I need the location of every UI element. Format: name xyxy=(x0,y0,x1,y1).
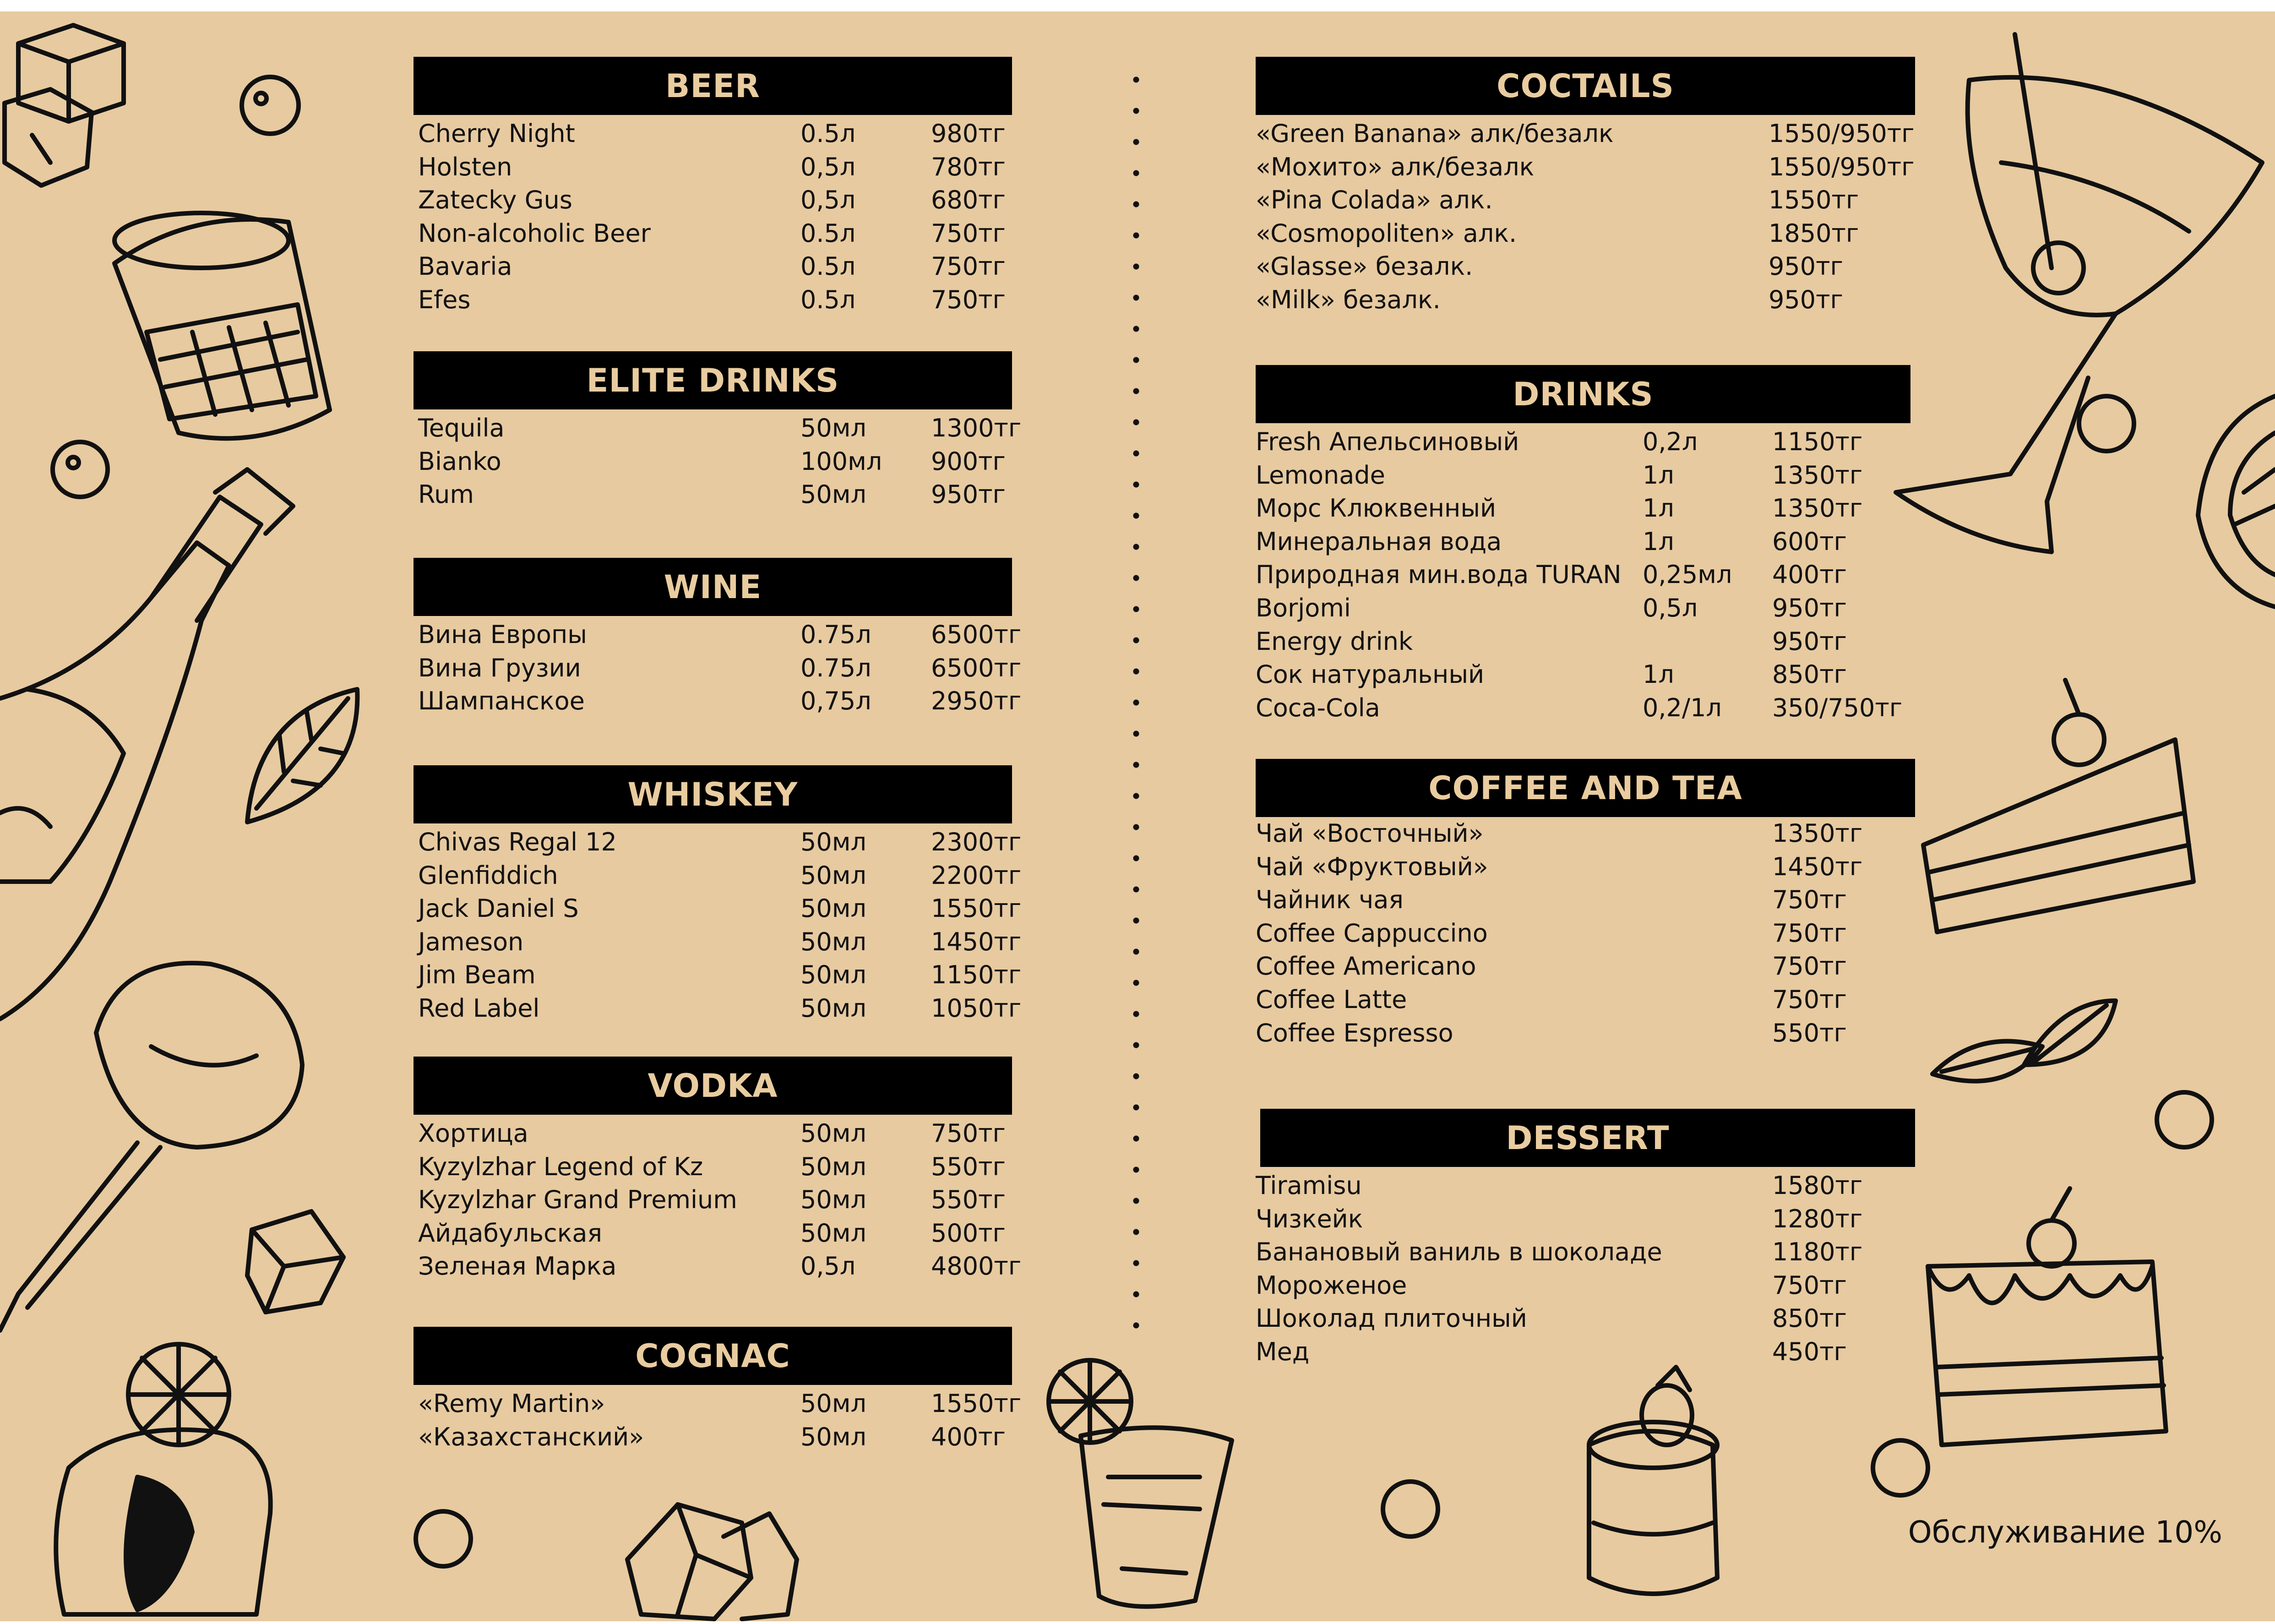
item-name: Айдабульская xyxy=(418,1218,602,1248)
berry-icon xyxy=(2157,1092,2212,1147)
section-beer xyxy=(414,57,1012,317)
item-volume: 100мл xyxy=(800,447,882,476)
item-volume: 0.5л xyxy=(800,252,856,281)
menu-item xyxy=(1256,692,1910,725)
item-price: 950тг xyxy=(1769,285,1843,314)
ice-cube-icon xyxy=(5,25,124,185)
section-drinks xyxy=(1256,365,1910,725)
column-divider xyxy=(1132,64,1140,1351)
item-price: 750тг xyxy=(931,252,1006,281)
item-price: 950тг xyxy=(1772,593,1847,622)
menu-item xyxy=(414,250,1012,283)
section-title: ELITE DRINKS xyxy=(414,351,1012,409)
item-name: Energy drink xyxy=(1256,627,1413,656)
ice-cube-icon xyxy=(627,1504,797,1619)
item-price: 750тг xyxy=(1772,985,1847,1014)
item-volume: 1л xyxy=(1643,460,1674,490)
section-title: DRINKS xyxy=(1256,365,1910,423)
menu-item xyxy=(1256,250,1915,283)
item-price: 1150тг xyxy=(931,960,1022,990)
item-price: 1280тг xyxy=(1772,1204,1863,1233)
item-price: 6500тг xyxy=(931,653,1022,682)
bottle-icon xyxy=(0,469,293,1019)
item-name: Bavaria xyxy=(418,252,512,281)
item-name: Coffee Cappuccino xyxy=(1256,918,1488,948)
item-name: Природная мин.вода TURAN xyxy=(1256,560,1622,589)
item-name: Чайник чая xyxy=(1256,885,1404,915)
section-title: BEER xyxy=(414,57,1012,115)
section-coffee-and-tea xyxy=(1256,759,1915,1050)
menu-item xyxy=(1256,1203,1915,1236)
menu-item xyxy=(1256,459,1910,492)
item-price: 980тг xyxy=(931,119,1006,148)
item-name: Чай «Фруктовый» xyxy=(1256,852,1488,881)
item-volume: 0.5л xyxy=(800,218,856,248)
menu-item xyxy=(414,859,1022,893)
item-price: 1850тг xyxy=(1769,218,1859,248)
berry-icon xyxy=(2079,396,2134,451)
item-price: 1180тг xyxy=(1772,1237,1863,1267)
item-name: «Казахстанский» xyxy=(418,1422,644,1451)
section-vodka xyxy=(414,1057,1022,1283)
leaf-icon xyxy=(247,689,357,822)
item-name: Банановый ваниль в шоколаде xyxy=(1256,1237,1662,1267)
menu-item xyxy=(1256,1169,1915,1203)
item-price: 1350тг xyxy=(1772,460,1863,490)
item-volume: 0,2л xyxy=(1643,427,1698,456)
item-price: 1350тг xyxy=(1772,494,1863,523)
item-price: 1450тг xyxy=(931,927,1022,956)
item-name: Чизкейк xyxy=(1256,1204,1363,1233)
menu-item xyxy=(1256,1236,1915,1269)
item-price: 900тг xyxy=(931,447,1006,476)
item-name: Минеральная вода xyxy=(1256,527,1502,556)
menu-item xyxy=(1256,850,1915,884)
item-price: 1300тг xyxy=(931,414,1022,442)
item-price: 1150тг xyxy=(1772,427,1863,456)
item-price: 950тг xyxy=(931,480,1006,509)
item-name: Jim Beam xyxy=(418,960,536,990)
item-name: Сок натуральный xyxy=(1256,660,1485,689)
service-charge-note: Обслуживание 10% xyxy=(1908,1515,2222,1550)
menu-item xyxy=(1256,151,1915,184)
item-price: 1550тг xyxy=(931,1389,1022,1418)
item-price: 2950тг xyxy=(931,687,1022,716)
item-volume: 0,5л xyxy=(1643,593,1698,622)
section-title: COGNAC xyxy=(414,1327,1012,1385)
section-dessert xyxy=(1256,1109,1915,1369)
item-price: 500тг xyxy=(931,1218,1006,1248)
cake-icon xyxy=(1928,1188,2166,1445)
item-name: Мед xyxy=(1256,1337,1310,1366)
item-price: 1550/950тг xyxy=(1769,152,1915,181)
menu-item xyxy=(1256,917,1915,950)
item-price: 450тг xyxy=(1772,1337,1847,1366)
menu-item xyxy=(414,1421,1012,1454)
item-name: Чай «Восточный» xyxy=(1256,819,1484,848)
item-price: 750тг xyxy=(931,1119,1006,1148)
item-price: 2200тг xyxy=(931,861,1022,890)
item-name: Хортица xyxy=(418,1119,528,1148)
ice-cube-icon xyxy=(247,1211,343,1312)
menu-item xyxy=(1256,658,1910,692)
wine-glass-icon xyxy=(0,963,302,1330)
menu-item xyxy=(414,618,1022,652)
menu-item xyxy=(414,959,1022,992)
item-volume: 0,5л xyxy=(800,152,856,181)
item-price: 750тг xyxy=(1772,952,1847,981)
section-elite-drinks xyxy=(414,351,1022,512)
item-name: Морс Клюквенный xyxy=(1256,494,1497,523)
section-title: COCTAILS xyxy=(1256,57,1915,115)
menu-item xyxy=(1256,184,1915,217)
item-volume: 0.75л xyxy=(800,653,871,682)
menu-item xyxy=(414,1117,1012,1150)
menu-item xyxy=(414,117,1012,151)
item-volume: 50мл xyxy=(800,861,866,890)
item-price: 400тг xyxy=(1772,560,1847,589)
menu-item xyxy=(1256,625,1910,659)
item-price: 850тг xyxy=(1772,1304,1847,1333)
menu-item xyxy=(414,685,1022,718)
item-price: 1450тг xyxy=(1772,852,1863,881)
menu-item xyxy=(1256,1335,1915,1369)
item-name: Fresh Апельсиновый xyxy=(1256,427,1519,456)
item-volume: 0,5л xyxy=(800,1252,856,1281)
item-price: 750тг xyxy=(931,285,1006,314)
item-name: Coca-Cola xyxy=(1256,693,1380,722)
menu-item xyxy=(414,652,1022,685)
item-price: 4800тг xyxy=(931,1252,1022,1281)
item-name: «Cosmopoliten» алк. xyxy=(1256,218,1517,248)
menu-item xyxy=(1256,1269,1915,1302)
item-price: 550тг xyxy=(1772,1018,1847,1047)
section-wine xyxy=(414,558,1022,718)
item-price: 680тг xyxy=(931,185,1006,215)
menu-item xyxy=(414,926,1022,959)
item-name: Rum xyxy=(418,480,474,509)
section-title: VODKA xyxy=(414,1057,1012,1115)
cake-slice-icon xyxy=(1923,680,2193,932)
item-volume: 50мл xyxy=(800,1218,866,1248)
menu-item xyxy=(1256,817,1915,850)
item-price: 1580тг xyxy=(1772,1171,1863,1200)
item-name: Tequila xyxy=(418,414,505,442)
item-price: 750тг xyxy=(1772,885,1847,915)
cup-icon xyxy=(56,1344,270,1614)
menu-item xyxy=(414,1217,1012,1250)
item-volume: 1л xyxy=(1643,494,1674,523)
item-price: 550тг xyxy=(931,1152,1006,1181)
menu-item xyxy=(1256,592,1910,625)
item-name: Шампанское xyxy=(418,687,585,716)
section-title: DESSERT xyxy=(1260,1109,1915,1167)
item-volume: 50мл xyxy=(800,414,866,442)
menu-item xyxy=(1256,425,1910,459)
item-volume: 1л xyxy=(1643,527,1674,556)
item-name: Glenfiddich xyxy=(418,861,558,890)
item-volume: 50мл xyxy=(800,894,866,923)
menu-item xyxy=(414,283,1012,317)
item-name: Red Label xyxy=(418,993,540,1023)
menu-item xyxy=(1256,883,1915,917)
menu-item xyxy=(1256,283,1915,317)
item-price: 550тг xyxy=(931,1185,1006,1215)
item-price: 1550тг xyxy=(931,894,1022,923)
item-name: Bianko xyxy=(418,447,501,476)
item-name: Jameson xyxy=(418,927,524,956)
item-name: Cherry Night xyxy=(418,119,575,148)
item-name: «Glasse» безалк. xyxy=(1256,252,1473,281)
menu-item xyxy=(414,826,1022,859)
item-name: Kyzylzhar Grand Premium xyxy=(418,1185,737,1215)
section-title: WINE xyxy=(414,558,1012,616)
section-whiskey xyxy=(414,765,1022,1025)
menu-item xyxy=(414,478,1012,512)
menu-item xyxy=(414,445,1012,479)
item-name: Kyzylzhar Legend of Kz xyxy=(418,1152,703,1181)
item-name: Зеленая Марка xyxy=(418,1252,617,1281)
item-name: Шоколад плиточный xyxy=(1256,1304,1527,1333)
menu-item xyxy=(1256,217,1915,251)
leaf-icon xyxy=(1932,1001,2116,1081)
item-name: Coffee Americano xyxy=(1256,952,1476,981)
item-volume: 0,75л xyxy=(800,687,871,716)
item-price: 1550тг xyxy=(1769,185,1859,215)
item-name: Coffee Latte xyxy=(1256,985,1407,1014)
berry-icon xyxy=(242,77,299,134)
item-volume: 0,2/1л xyxy=(1643,693,1722,722)
item-name: «Remy Martin» xyxy=(418,1389,605,1418)
item-name: «Milk» безалк. xyxy=(1256,285,1441,314)
berry-icon xyxy=(1873,1440,1928,1495)
item-volume: 0.75л xyxy=(800,620,871,649)
item-volume: 50мл xyxy=(800,1119,866,1148)
menu-item xyxy=(414,1250,1022,1283)
item-price: 950тг xyxy=(1769,252,1843,281)
menu-item xyxy=(1256,1302,1915,1335)
item-price: 1550/950тг xyxy=(1769,119,1915,148)
menu-item xyxy=(414,412,1022,445)
item-volume: 50мл xyxy=(800,480,866,509)
menu-page xyxy=(0,11,2275,1621)
item-name: Lemonade xyxy=(1256,460,1385,490)
section-coctails xyxy=(1256,57,1915,317)
berry-icon xyxy=(1383,1482,1438,1537)
whiskey-glass-icon xyxy=(114,213,330,438)
item-volume: 50мл xyxy=(800,960,866,990)
item-name: Вина Европы xyxy=(418,620,587,649)
lemon-glass-icon xyxy=(1049,1360,1232,1607)
item-price: 600тг xyxy=(1772,527,1847,556)
menu-item xyxy=(1256,525,1910,559)
item-name: Tiramisu xyxy=(1256,1171,1362,1200)
item-name: Мороженое xyxy=(1256,1270,1407,1300)
item-volume: 50мл xyxy=(800,1152,866,1181)
item-name: Вина Грузии xyxy=(418,653,581,682)
berry-icon xyxy=(416,1511,471,1566)
item-name: Borjomi xyxy=(1256,593,1351,622)
item-name: Holsten xyxy=(418,152,512,181)
item-volume: 0,25мл xyxy=(1643,560,1732,589)
item-price: 350/750тг xyxy=(1772,693,1903,722)
item-name: Chivas Regal 12 xyxy=(418,828,617,856)
item-name: Jack Daniel S xyxy=(418,894,579,923)
item-volume: 0.5л xyxy=(800,119,856,148)
item-price: 6500тг xyxy=(931,620,1022,649)
menu-item xyxy=(1256,1017,1915,1050)
item-volume: 50мл xyxy=(800,1389,866,1418)
item-volume: 50мл xyxy=(800,993,866,1023)
menu-item xyxy=(1256,492,1910,525)
menu-item xyxy=(414,892,1022,926)
menu-item xyxy=(1256,950,1915,983)
section-title: WHISKEY xyxy=(414,765,1012,823)
item-price: 850тг xyxy=(1772,660,1847,689)
item-volume: 1л xyxy=(1643,660,1674,689)
item-price: 2300тг xyxy=(931,828,1022,856)
item-volume: 50мл xyxy=(800,828,866,856)
section-cognac xyxy=(414,1327,1022,1454)
item-price: 750тг xyxy=(931,218,1006,248)
item-price: 950тг xyxy=(1772,627,1847,656)
item-name: «Green Banana» алк/безалк xyxy=(1256,119,1614,148)
item-volume: 0.5л xyxy=(800,285,856,314)
menu-item xyxy=(414,992,1022,1025)
cake-icon xyxy=(1589,1367,1717,1594)
item-name: «Pina Colada» алк. xyxy=(1256,185,1493,215)
menu-item xyxy=(1256,983,1915,1017)
menu-item xyxy=(1256,117,1915,151)
item-name: Efes xyxy=(418,285,471,314)
item-price: 1350тг xyxy=(1772,819,1863,848)
item-volume: 50мл xyxy=(800,1422,866,1451)
menu-item xyxy=(414,217,1012,251)
item-name: Coffee Espresso xyxy=(1256,1018,1453,1047)
item-price: 750тг xyxy=(1772,918,1847,948)
section-title: COFFEE AND TEA xyxy=(1256,759,1915,817)
menu-item xyxy=(414,184,1012,217)
item-volume: 50мл xyxy=(800,927,866,956)
menu-item xyxy=(414,1150,1012,1184)
item-volume: 50мл xyxy=(800,1185,866,1215)
lemon-icon xyxy=(2198,396,2275,607)
item-price: 780тг xyxy=(931,152,1006,181)
item-name: «Мохито» алк/безалк xyxy=(1256,152,1535,181)
item-price: 400тг xyxy=(931,1422,1006,1451)
berry-icon xyxy=(53,442,108,497)
menu-item xyxy=(414,151,1012,184)
menu-item xyxy=(414,1387,1022,1421)
item-name: Zatecky Gus xyxy=(418,185,572,215)
menu-item xyxy=(1256,558,1910,592)
item-price: 750тг xyxy=(1772,1270,1847,1300)
item-volume: 0,5л xyxy=(800,185,856,215)
item-name: Non-alcoholic Beer xyxy=(418,218,651,248)
item-price: 1050тг xyxy=(931,993,1022,1023)
menu-item xyxy=(414,1183,1012,1217)
